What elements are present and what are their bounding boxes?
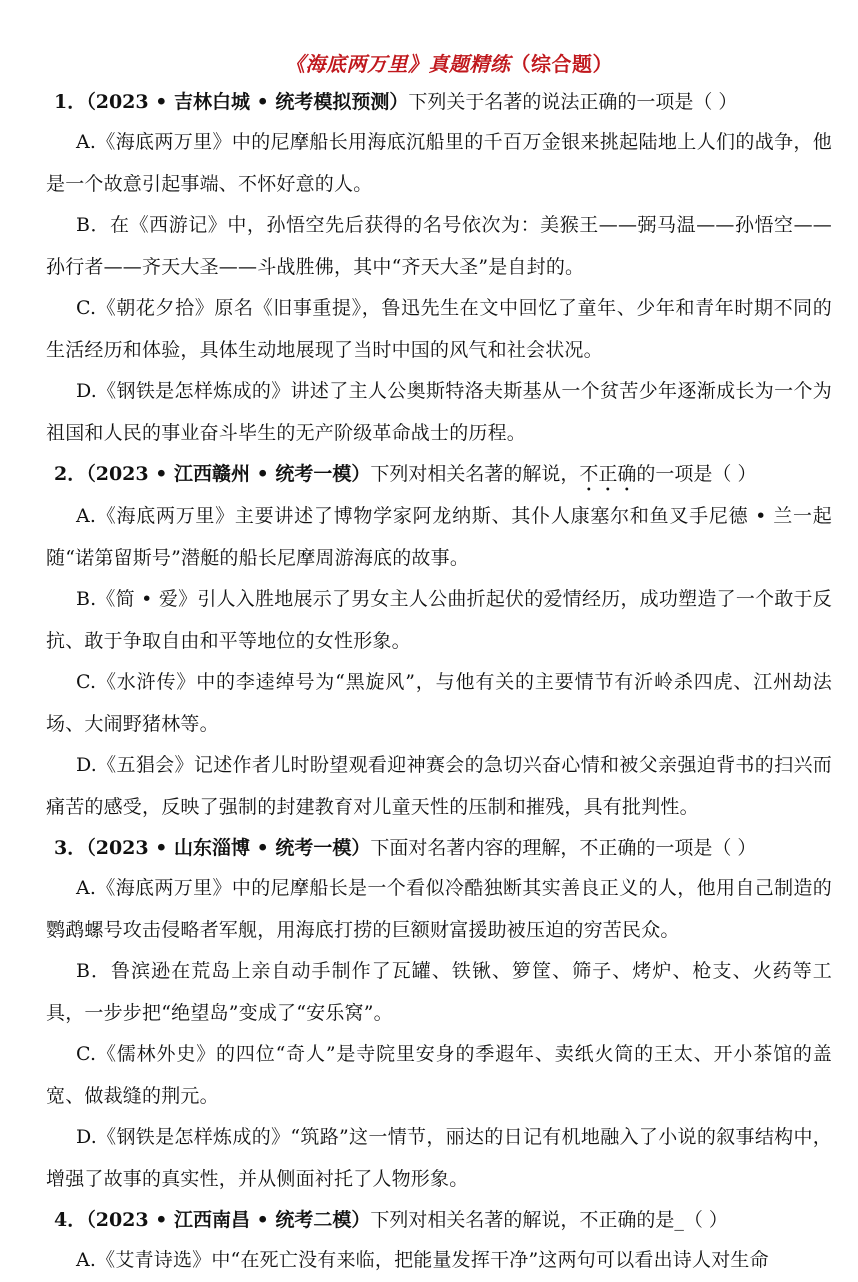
option-c: C.《朝花夕拾》原名《旧事重提》，鲁迅先生在文中回忆了童年、少年和青年时期不同的生活经历和体验，具体生动地展现了当时中国的风气和社会状况。: [46, 297, 832, 361]
question-number: 3．: [54, 837, 87, 859]
question-1: [46, 82, 832, 454]
question-stem-emphasis: 不正确: [579, 463, 637, 485]
question-stem: 下列对相关名著的解说，不正确的是_（ ）: [370, 1209, 728, 1231]
option-d: D.《五猖会》记述作者儿时盼望观看迎神赛会的急切兴奋心情和被父亲强迫背书的扫兴而痛苦的感受，反映了强制的封建教育对儿童天性的压制和摧残，具有批判性。: [46, 754, 832, 818]
option-a: A.《海底两万里》中的尼摩船长用海底沉船里的千百万金银来挑起陆地上人们的战争，他是一个故意引起事端、不怀好意的人。: [46, 131, 832, 195]
option-c: C.《儒林外史》的四位“奇人”是寺院里安身的季遐年、卖纸火筒的王太、开小茶馆的盖宽、做裁缝的荆元。: [46, 1043, 832, 1107]
option-a: A.《海底两万里》中的尼摩船长是一个看似冷酷独断其实善良正义的人，他用自己制造的鹦鹉螺号攻击侵略者军舰，用海底打捞的巨额财富援助被压迫的穷苦民众。: [46, 877, 832, 941]
question-header: [54, 82, 832, 122]
question-number: 2．: [54, 463, 87, 485]
question-header: [54, 828, 832, 868]
question-stem: 下面对名著内容的理解，不正确的一项是（ ）: [370, 837, 757, 859]
page-title: [66, 46, 832, 82]
question-source: （2023 • 吉林白城 • 统考模拟预测）: [86, 91, 409, 113]
question-number: 4．: [54, 1209, 87, 1231]
option-b: B.《简 • 爱》引人入胜地展示了男女主人公曲折起伏的爱情经历，成功塑造了一个敢于反抗、敢于争取自由和平等地位的女性形象。: [46, 588, 832, 652]
option-a: A.《艾青诗选》中“在死亡没有来临，把能量发挥干净”这两句可以看出诗人对生命: [76, 1249, 769, 1271]
question-2: [46, 454, 832, 828]
question-stem: 下列关于名著的说法正确的一项是（ ）: [408, 91, 738, 113]
title-main: 《海底两万里》真题精练: [285, 52, 511, 76]
option-d: D.《钢铁是怎样炼成的》“筑路”这一情节，丽达的日记有机地融入了小说的叙事结构中，增强了故事的真实性，并从侧面衬托了人物形象。: [46, 1126, 832, 1190]
question-4: [46, 1200, 832, 1282]
question-header: [54, 454, 832, 496]
question-stem-before: 下列对相关名著的解说，: [370, 463, 580, 485]
question-source: （2023 • 江西南昌 • 统考二模）: [86, 1209, 371, 1231]
option-d: D.《钢铁是怎样炼成的》讲述了主人公奥斯特洛夫斯基从一个贫苦少年逐渐成长为一个为祖国和人民的事业奋斗毕生的无产阶级革命战士的历程。: [46, 380, 832, 444]
option-c: C.《水浒传》中的李逵绰号为“黑旋风”，与他有关的主要情节有沂岭杀四虎、江州劫法场、大闹野猪林等。: [46, 671, 832, 735]
option-b: B．鲁滨逊在荒岛上亲自动手制作了瓦罐、铁锹、箩筐、筛子、烤炉、枪支、火药等工具，一步步把“绝望岛”变成了“安乐窝”。: [46, 960, 832, 1024]
question-source: （2023 • 山东淄博 • 统考一模）: [86, 837, 371, 859]
question-number: 1．: [54, 91, 87, 113]
option-b: B．在《西游记》中，孙悟空先后获得的名号依次为：美猴王——弼马温——孙悟空——孙行者——齐天大圣——斗战胜佛，其中“齐天大圣”是自封的。: [46, 214, 832, 278]
question-stem-after: 的一项是（ ）: [636, 463, 757, 485]
question-3: [46, 828, 832, 1200]
title-sub: （综合题）: [510, 52, 613, 76]
option-a: A.《海底两万里》主要讲述了博物学家阿龙纳斯、其仆人康塞尔和鱼叉手尼德 • 兰一起随“诺第留斯号”潜艇的船长尼摩周游海底的故事。: [46, 505, 832, 569]
question-header: [54, 1200, 832, 1240]
question-source: （2023 • 江西赣州 • 统考一模）: [86, 463, 371, 485]
